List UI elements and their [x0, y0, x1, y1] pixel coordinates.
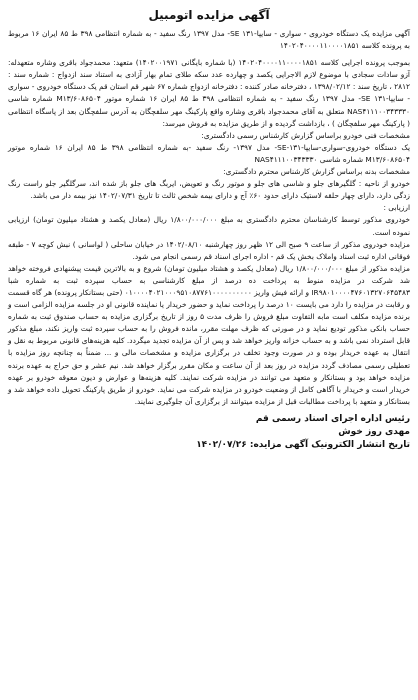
valuation-heading: ارزیابی : — [383, 203, 410, 213]
notice-title: آگهی مزایده اتومبیل — [148, 8, 270, 22]
publish-date: تاریخ انتشار الکترونیک آگهی مزایده: ۱۴۰۲/۰۷/۲۶ — [196, 439, 410, 450]
auction-text: مزایده خودروی مذکور از ساعت ۹ صبح الی ۱۲ ظهر روز چهارشنبه ۱۴۰۲/۰۸/۱۰ در خیابان ساحلی ( لواسانی ) نبش کوچه ۷ - طبقه فوقانی اداره ثبت اسناد واملاک بخش یک قم - اداره اجرای اسناد قم رسمی انجام می شود. — [8, 239, 410, 261]
signature-office: رئیس اداره اجرای اسناد رسمی قم — [255, 413, 410, 424]
spec-heading: مشخصات فنی خودرو براساس گزارش کارشناس رسمی دادگستری: — [201, 130, 410, 140]
signature-name: مهدی روز خوش — [338, 426, 410, 437]
notice-intro: آگهی مزایده یک دستگاه خودروی - سواری - سایپا-SE ۱۳۱- مدل ۱۳۹۷ رنگ سفید - به شماره انتظامی ۳۹۸ ط ۸۵ ایران ۱۶ مربوط به پرونده کلاسه ۱۴۰۲۰۴۰۰۰۰۱۱۰۰۰۰۱۸۵۱ — [8, 29, 410, 51]
terms-text: مزایده مذکور از مبلغ ۱/۸۰۰/۰۰۰/۰۰۰ ریال (معادل یکصد و هشتاد میلیون تومان) شروع و به بالاترین قیمت پیشنهادی فروخته خواهد شد شرکت در مزایده منوط به پرداخت ده درصد از مبلغ کارشناسی به حساب سپرده ثبت به شماره شبا IR۹۸۰۱۰۰۰۰۴۷۶۰۱۳۲۷۰۶۴۵۴۸۳ و ارائه فیش واریز ۰۱۰۰۰۰۴۰۲۱۰۰۰۹۵۱۰۸۷۷۶۱۰۰۰۰۰۰۰۰۰۰ (حتی بستانکار پرونده) هر گاه قسمت و رقابت در مزایده را دارد می بایست ۱۰ درصد را پرداخت نماید و حضور خریدار یا نماینده قانونی او در جلسه مزایده الزامی است و برنده مزایده مکلف است مابه التفاوت مبلغ فروش را ظرف مدت ۵ روز از تاریخ برگزاری مزایده به حساب صندوق ثبت به شماره حساب بانکی مذکور تودیع نماید و در صورتی که ظرف مهلت مقرر، مانده فروش را به حساب سپرده ثبت واریز نکند، مبلغ مذکور قابل استرداد نمی باشد و به حساب خزانه واریز خواهد شد و پس از آن مزایده تجدید میگردد. کلیه هزینه‌های قانونی مربوط به نقل و انتقال به عهده خریدار بوده و در صورت وجود تخلف در برگزاری مزایده و مشخصات مالی و ... ضمناً به چنانچه روز مزایده با تعطیلی رسمی مصادف گردد مزایده در روز بعد از آن ساعت و مکان مقرر برگزار خواهد شد. نیم عشر و حق حراج به عهده برنده مزایده خواهد بود و بستانکار و متعهد می توانند در مزایده شرکت نمایند. کلیه هزینه‌ها و عوارض و دیون معوقه خودرو بر عهده خریدار است و خریدار با آگاهی کامل از وضعیت خودرو در مزایده شرکت می نماید. خودرو از طریق پارکینگ تحویل داده خواهد شد و بستانکار و متعهد با پرداخت مطالبات قبل از مزایده میتوانند از برگزاری آن جلوگیری نمایند. — [8, 263, 410, 406]
spec-text: یک دستگاه خودروی-سواری-سایپا-SE-۱۳۱- مدل ۱۳۹۷- رنگ سفید -به شماره انتظامی ۳۹۸ ط ۸۵ ایران ۱۶ شماره موتور M۱۳/۶۰۸۶۵۰۴ شماره شاسی NAS۴۱۱۱۰۰۳۴۳۳۳۰ — [8, 142, 411, 164]
notice-body: بموجب پرونده اجرایی کلاسه ۱۴۰۲۰۴۰۰۰۰۱۱۰۰۰۰۱۸۵۱ (با شماره بایگانی ۱۴۰۲۰۰۱۹۷۱) متعهد: محمدجواد باقری وشاره متعهدله: آزو سادات سجادی با موضوع لازم الاجرایی یکصد و چهارده عدد سکه طلای تمام بهار آزادی به استناد سند ازدواج : شماره سند : ۲۸۱۲ ، تاریخ سند : ۱۳۹۸/۰۲/۱۲ ، دفترخانه صادر کننده : دفترخانه ازدواج شماره ۶۷ شهر قم استان قم یک دستگاه خودروی - سواری - سایپا-SE ۱۳۱- مدل ۱۳۹۷ رنگ سفید - به شماره انتظامی ۳۹۸ ط ۸۵ ایران ۱۶ شماره موتور M۱۳/۶۰۸۶۵۰۴ شماره شاسی NAS۴۱۱۱۰۰۳۴۳۳۳۰ متعلق به آقای محمدجواد باقری وشاره واقع پارکینگ مهر سلفچگان به آدرس سلفچگان بعد از پاسگاه انتظامی ( پارکینگ مهر سلفچگان ) ، بازداشت گردیده و از طریق مزایده به فروش میرسد: — [8, 58, 411, 128]
valuation-text: خودروی مذکور توسط کارشناسان محترم دادگستری به مبلغ ۱/۸۰۰/۰۰۰/۰۰۰ ریال (معادل یکصد و هشتاد میلیون تومان) ارزیابی نموده است. — [8, 215, 410, 237]
condition-text: خودرو از ناحیه : گلگیرهای جلو و شاسی های جلو و موتور رنگ و تعویض، ایربگ های جلو باز شده اند، سرگلگیر جلو راست رنگ زدگی دارد، دارای چهار حلقه لاستیک دارای حدود ۶۰٪ آج و دارای بیمه شخص ثالث تا تاریخ ۱۴۰۲/۰۷/۳۱ نیز بیمه دار می باشد. — [8, 179, 410, 201]
condition-heading: مشخصات بدنه براساس گزارش کارشناس محترم دادگستری: — [223, 167, 410, 177]
